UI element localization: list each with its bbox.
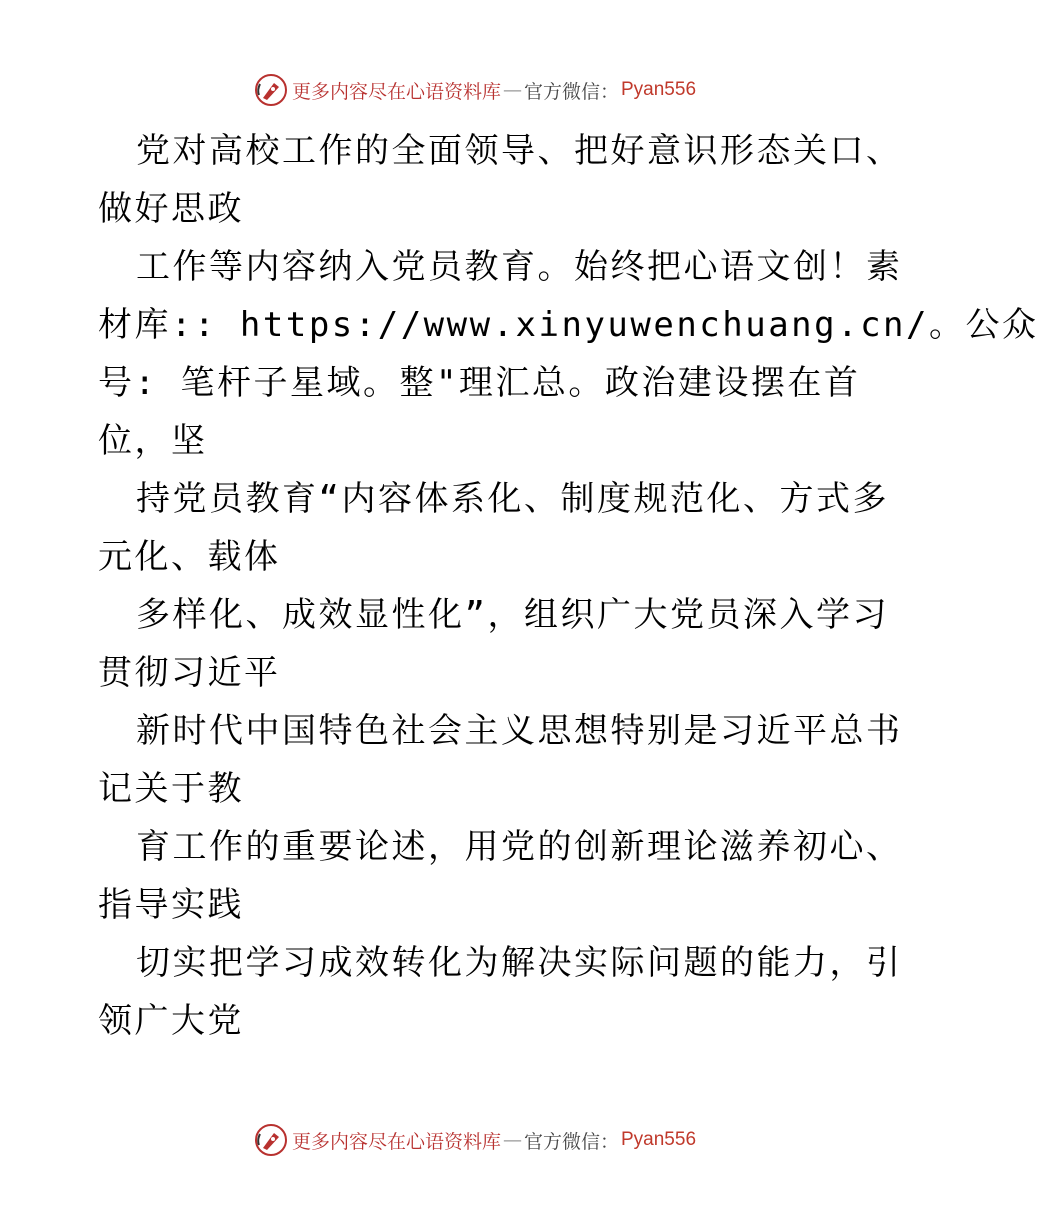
text-line: 持党员教育“内容体系化、制度规范化、方式多 xyxy=(136,479,889,519)
footer-wechat-label: 官方微信： xyxy=(523,1130,619,1153)
text-line: 元化、载体 xyxy=(98,537,281,577)
pen-nib-circle-icon xyxy=(254,1123,288,1157)
text-line: 育工作的重要论述，用党的创新理论滋养初心、 xyxy=(136,827,903,867)
footer-banner[interactable] xyxy=(0,1120,950,1160)
header-wechat-label: 官方微信： xyxy=(523,80,619,103)
pen-nib-circle-icon xyxy=(254,73,288,107)
text-line: 党对高校工作的全面领导、把好意识形态关口、 xyxy=(136,131,903,171)
text-line: 贯彻习近平 xyxy=(98,653,281,693)
body-text xyxy=(98,122,1039,1050)
text-line: 记关于教 xyxy=(98,769,244,809)
text-line: 新时代中国特色社会主义思想特别是习近平总书 xyxy=(136,711,903,751)
text-line: 工作等内容纳入党员教育。始终把心语文创！素 xyxy=(136,247,903,287)
header-wechat-id: Pyan556 xyxy=(621,79,697,100)
text-line: 切实把学习成效转化为解决实际问题的能力，引 xyxy=(136,943,903,983)
text-line: 指导实践 xyxy=(98,885,244,925)
header-banner[interactable] xyxy=(0,70,950,110)
text-line: 领广大党 xyxy=(98,1001,244,1041)
footer-dash: — xyxy=(502,1129,522,1151)
footer-wechat-id: Pyan556 xyxy=(621,1129,697,1150)
footer-site-text: 更多内容尽在心语资料库 xyxy=(291,1130,501,1153)
text-line: 位，坚 xyxy=(98,421,208,461)
text-line: 做好思政 xyxy=(98,189,244,229)
text-line: 号: 笔杆子星域。整"理汇总。政治建设摆在首 xyxy=(98,363,861,403)
text-line: 多样化、成效显性化”，组织广大党员深入学习 xyxy=(136,595,889,635)
header-site-text: 更多内容尽在心语资料库 xyxy=(291,80,501,103)
text-line: 材库:: https://www.xinyuwenchuang.cn/。公众 xyxy=(98,305,1039,345)
header-dash: — xyxy=(502,79,522,101)
